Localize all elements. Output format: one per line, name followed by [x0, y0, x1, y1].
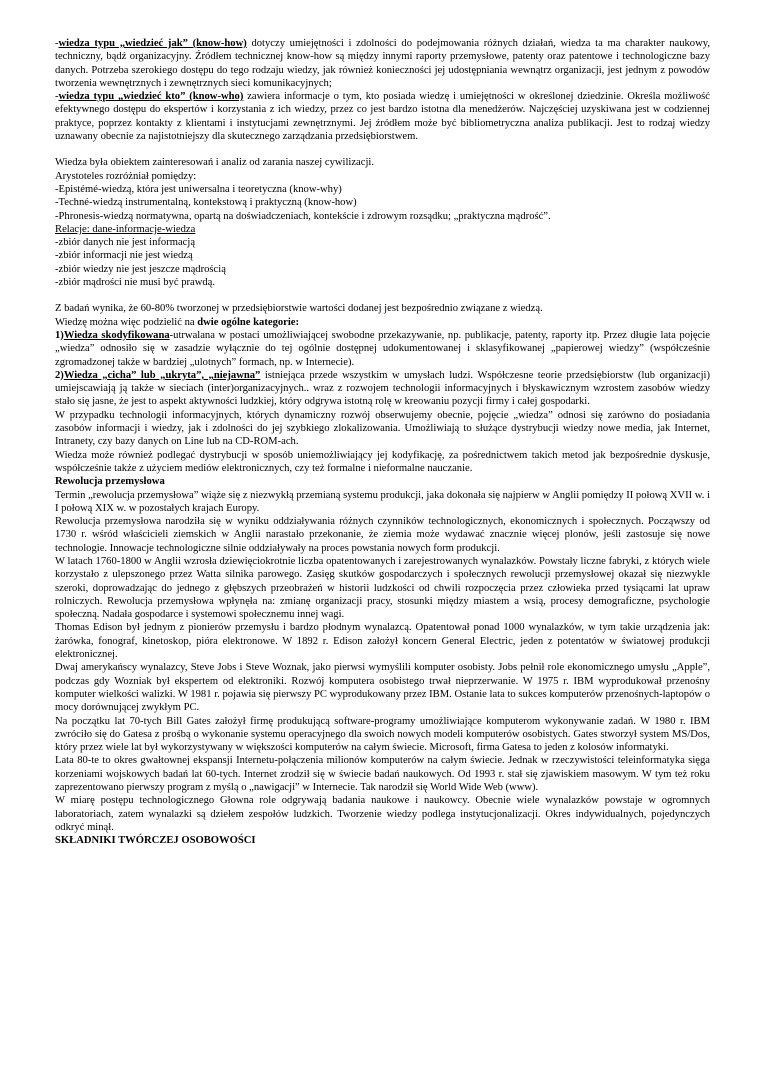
- paragraph: [55, 170, 710, 183]
- text-run: -Phronesis-wiedzą normatywna, opartą na doświadczeniach, kontekście i zdrowym rozsądku; „praktyczna mądrość”.: [55, 210, 551, 222]
- text-run: W latach 1760-1800 w Anglii wzrosła dziewięciokrotnie liczba opatentowanych i zarejestrowanych wynalazków. Powstały liczne fabryki, z których wiele korzystało z ulepszonego przez Watta silnika parowego. Zasięg skutków gospodarczych i społecznych rewolucji przemysłowej okazał się niezwykle szeroki, doprowadzając do jednego z głębszych przeobrażeń w historii ludzkości od chwili rozpoczęcia przez człowieka przed tysiącami lat upraw rolniczych. Rewolucja przemysłowa wpłynęła na: zmianę organizacji pracy, stosunki między miastem a wsią, procesy demograficzne, psychologie społeczną. Nadała gospodarce i systemowi społecznemu innej wagi.: [55, 555, 710, 621]
- text-run: Dwaj amerykańscy wynalazcy, Steve Jobs i Steve Woznak, jako pierwsi wymyślili komputer osobisty. Jobs pełnił role ekonomicznego umysłu „Apple”, podczas gdy Wozniak był ekspertem od elektroniki. Rozwój komputera osobistego trwał nieprzerwanie. W 1975 r. IBM wyprodukował przenośny komputer wielkości walizki. W 1981 r. pojawia się pierwszy PC wyprodukowany przez IBM. Ostanie lata to sukces komputerów przenośnych-laptopów o mocy dorównującej zwykłym PC.: [55, 662, 710, 714]
- emphasis-text: Wiedza „cicha” lub „ukryta”, „niejawna”: [63, 369, 261, 381]
- text-run: Termin „rewolucja przemysłowa” wiąże się z niezwykłą przemianą systemu produkcji, jaka dokonała się najpierw w Anglii pomiędzy II połową XVII w. i I połową XIX w. w pozostałych krajach Europy.: [55, 489, 710, 514]
- paragraph: [55, 794, 710, 834]
- paragraph: [55, 90, 710, 143]
- paragraph: [55, 369, 710, 409]
- text-run: -zbiór mądrości nie musi być prawdą.: [55, 277, 216, 289]
- text-run: Rewolucja przemysłowa narodziła się w wyniku oddziaływania różnych czynników technologicznych, ekonomicznych i społecznych. Począwszy od 1730 r. wśród właścicieli ziemskich w Anglii narastało przekonanie, że ziemia może wydawać znacznie więcej plonów, jeśli zastosuje się nowe technologie. Innowacje technologiczne silnie oddziaływały na proces powstania nowych form produkcji.: [55, 516, 710, 554]
- paragraph: [55, 715, 710, 755]
- text-run: -: [55, 91, 59, 103]
- text-run: W miarę postępu technologicznego Głowna role odgrywają badania naukowe i naukowcy. Obecnie wiele wynalazków powstaje w ogromnych laboratoriach, zatem wynalazki są dziełem zespołów ludzkich. Tworzenie wiedzy podlega instytucjonalizacji. Okres indywidualnych, pojedynczych odkryć minął.: [55, 795, 710, 833]
- paragraph: [55, 621, 710, 661]
- paragraph: [55, 489, 710, 516]
- text-run: Na początku lat 70-tych Bill Gates założył firmę produkującą software-programy umożliwiające komputerom wykonywanie zadań. W 1980 r. IBM zwróciło się do Gatesa z prośbą o wykonanie systemu operacyjnego dla swoich nowych modeli komputerów osobistych. Gates stworzył system MS/Dos, który przez wiele lat był wykorzystywany w większości komputerów na całym świecie. Microsoft, firma Gatesa to jeden z kolosów informatyki.: [55, 715, 710, 754]
- text-run: Wiedzę można więc podzielić na: [55, 316, 198, 328]
- paragraph: [55, 449, 710, 476]
- text-run: -utrwalana w postaci umożliwiającej swobodne przekazywanie, np. publikacje, patenty, raporty itp. Przez długie lata pojęcie „wiedza” odnosiło się w zasadzie wyłącznie do tej ogólnie dostępnej udokumentowanej i sklasyfikowanej „papierowej wiedzy” (współcześnie zgromadzonej także w bardziej „ulotnych” formach, np. w Internecie).: [55, 329, 710, 368]
- paragraph: [55, 754, 710, 794]
- emphasis-text: wiedza typu „wiedzieć kto” (know-who): [58, 91, 244, 103]
- paragraph: [55, 183, 710, 196]
- text-run: -Techné-wiedzą instrumentalną, kontekstową i praktyczną (know-how): [55, 197, 357, 209]
- emphasis-text: 2): [55, 369, 64, 381]
- paragraph: [55, 555, 710, 621]
- text-run: Z badań wynika, że 60-80% tworzonej w przedsiębiorstwie wartości dodanej jest bezpośrednio związane z wiedzą.: [55, 303, 543, 315]
- paragraph-gap: [55, 143, 710, 156]
- text-run: Thomas Edison był jednym z pionierów przemysłu i bardzo płodnym wynalazcą. Opatentował ponad 1000 wynalazków, w tym takie urządzenia jak: żarówka, fonograf, kinetoskop, pióra elektronowe. W 1892 r. Edison założył koncern General Electric, jeden z potentatów w światowej produkcji elektronicznej.: [55, 622, 710, 661]
- paragraph: [55, 196, 710, 209]
- text-run: -zbiór danych nie jest informacją: [55, 237, 196, 249]
- text-run: dotyczy umiejętności i zdolności do podejmowania różnych działań, wiedza ta ma charakter naukowy, techniczny, bądź organizacyjny. Źródłem technicznej know-how są między innymi raporty przemysłowe, patenty oraz patentowe i technologiczne bazy danych. Potrzeba szerokiego dostępu do tego rodzaju wiedzy, jak również konieczności jej udostępniania wewnątrz organizacji, jest jednym z powodów tworzenia wewnętrznych i zewnętrznych sieci komunikacyjnych;: [55, 38, 710, 89]
- document-page: [55, 37, 710, 848]
- text-run: Lata 80-te to okres gwałtownej ekspansji Internetu-połączenia milionów komputerów na całym świecie. Jednak w rzeczywistości teleinformatyka sięga korzeniami wojskowych badań lat 60-tych. Internet zrodził się w świecie badań naukowych. Od 1993 r. stał się zjawiskiem masowym. W tym też roku zaprezentowano pierwszy program z myślą o „nawigacji” w Internecie. Tak narodził się World Wide Web (www).: [55, 755, 710, 794]
- text-run: istniejąca przede wszystkim w umysłach ludzi. Współczesne teorie przedsiębiorstw (lub organizacji) umiejscawiają ją także w sieciach (inter)organizacyjnych.. wraz z rozwojem technologii informacyjnych i błyskawicznym wzrostem zasobów wiedzy stało się jasne, że jest to aspekt aktywności ludzkiej, który odgrywa istotną rolę w kreowaniu pozycji firmy i całej gospodarki.: [55, 369, 710, 408]
- section-heading: SKŁADNIKI TWÓRCZEJ OSOBOWOŚCI: [55, 835, 256, 847]
- emphasis-text: 1): [55, 329, 64, 341]
- paragraph-gap: [55, 289, 710, 302]
- text-run: Wiedza może również podlegać dystrybucji w sposób uniemożliwiający jej kodyfikację, za pośrednictwem takich metod jak bezpośrednie dyskusje, współcześnie także z użyciem mediów elektronicznych, czy też formalne i nieformalne nauczanie.: [55, 449, 710, 474]
- emphasis-text: Relacje: dane-informacje-wiedza: [55, 223, 196, 235]
- emphasis-text: Wiedza skodyfikowana: [63, 329, 170, 341]
- section-heading: Rewolucja przemysłowa: [55, 476, 165, 488]
- paragraph: [55, 236, 710, 249]
- text-run: Arystoteles rozróżniał pomiędzy:: [55, 170, 197, 182]
- paragraph: [55, 37, 710, 90]
- text-run: -Epistémé-wiedzą, która jest uniwersalna i teoretyczna (know-why): [55, 183, 342, 195]
- emphasis-text: dwie ogólne kategorie:: [197, 316, 300, 328]
- paragraph: [55, 515, 710, 555]
- emphasis-text: wiedza typu „wiedzieć jak” (know-how): [58, 38, 247, 49]
- paragraph: [55, 276, 710, 289]
- paragraph: [55, 249, 710, 262]
- text-run: -zbiór wiedzy nie jest jeszcze mądrością: [55, 263, 226, 275]
- paragraph: [55, 661, 710, 714]
- text-run: Wiedza była obiektem zainteresowań i analiz od zarania naszej cywilizacji.: [55, 157, 374, 169]
- text-run: zawiera informacje o tym, kto posiada wiedzę i umiejętności w określonej dziedzinie. Określa możliwość efektywnego dostępu do ekspertów i korzystania z ich wiedzy, przez co jest bardzo istotna dla menedżerów. Najczęściej uzyskiwana jest w codziennej praktyce, poprzez kontakty z klientami i instytucjami zewnętrznymi. Jej źródłem może być bibliometryczna analiza publikacji. Jest to rodzaj wiedzy uznawany obecnie za najistotniejszy dla skutecznego zarządzania przedsiębiorstwem.: [55, 91, 710, 143]
- text-run: -zbiór informacji nie jest wiedzą: [55, 250, 193, 262]
- paragraph: [55, 329, 710, 369]
- paragraph: [55, 210, 710, 223]
- paragraph: [55, 316, 710, 329]
- text-run: -: [55, 38, 59, 49]
- paragraph: [55, 409, 710, 449]
- paragraph: [55, 302, 710, 315]
- text-run: W przypadku technologii informacyjnych, których dynamiczny rozwój obserwujemy obecnie, pojęcie „wiedza” odnosi się zarówno do posiadania zasobów informacji i wiedzy, jak i zdolności do jej szybkiego zlokalizowania. Umożliwiają to służące dystrybucji wiedzy nowe media, jak Internet, Intranety, czy bazy danych on Line lub na CD-ROM-ach.: [55, 409, 710, 448]
- paragraph: [55, 156, 710, 169]
- paragraph: [55, 263, 710, 276]
- paragraph: [55, 223, 710, 236]
